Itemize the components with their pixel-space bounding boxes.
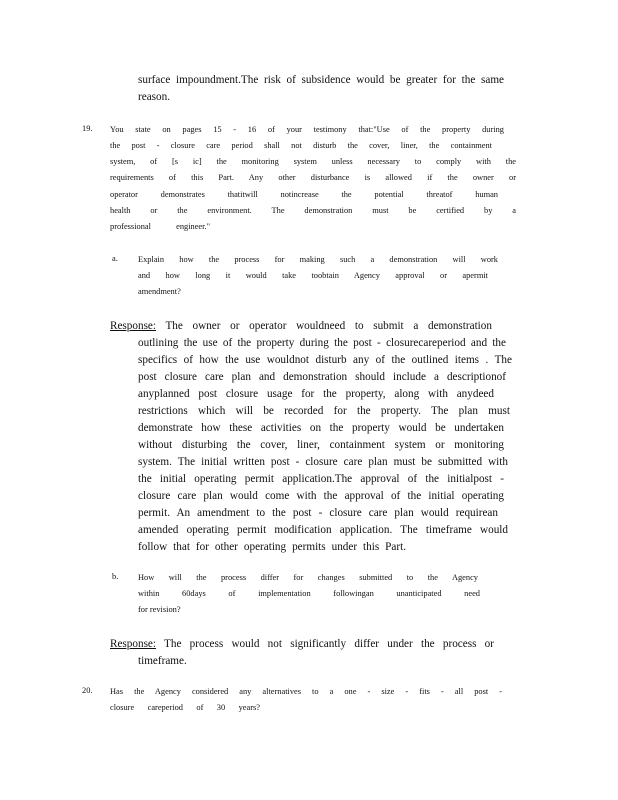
response-label: Response:	[110, 320, 156, 332]
response-text-line: demonstrate how these activities on the property would be undertaken	[138, 422, 504, 434]
question-text-line: the post - closure care period shall not disturb the cover, liner, the containment	[110, 141, 492, 150]
question-text-line: operator demonstrates thatitwill notincrease the potential threatof human	[110, 190, 498, 199]
question-text-line: system, of [s ic] the monitoring system unless necessary to comply with the	[110, 157, 516, 166]
question-text-line: requirements of this Part. Any other disturbance is allowed if the owner or	[110, 173, 516, 182]
question-text-line: Has the Agency considered any alternatives to a one - size - fits - all post -	[110, 687, 502, 696]
question-text-line: You state on pages 15 - 16 of your testimony that:"Use of the property during	[110, 125, 504, 134]
subquestion-letter: a.	[112, 254, 118, 263]
response-text: The owner or operator wouldneed to submit a demonstration	[165, 320, 492, 332]
response-text-line: amended operating permit modification application. The timeframe would	[138, 524, 508, 536]
response-text-line: the initial operating permit application.The approval of the initialpost -	[138, 473, 504, 485]
subquestion-text-line: How will the process differ for changes submitted to the Agency	[138, 573, 478, 582]
response-text-line: system. The initial written post - closure care plan must be submitted with	[138, 456, 508, 468]
body-text-line: surface impoundment.The risk of subsidence would be greater for the same	[138, 74, 504, 86]
response-text: The process would not significantly differ under the process or	[164, 638, 494, 650]
response-text-line: timeframe.	[138, 655, 187, 667]
question-text-line: health or the environment. The demonstration must be certified by a	[110, 206, 516, 215]
response-first-line	[110, 636, 494, 653]
subquestion-text-line: within 60days of implementation followingan unanticipated need	[138, 589, 480, 598]
response-label: Response:	[110, 638, 156, 650]
response-first-line	[110, 318, 492, 335]
subquestion-text-line: for revision?	[138, 605, 181, 614]
response-text-line: outlining the use of the property during the post - closurecareperiod and the	[138, 337, 506, 349]
subquestion-letter: b.	[112, 572, 119, 581]
response-text-line: anyplanned post closure usage for the property, along with anydeed	[138, 388, 494, 400]
response-text-line: post closure care plan and demonstration should include a descriptionof	[138, 371, 506, 383]
response-text-line: specifics of how the use wouldnot disturb any of the outlined items . The	[138, 354, 512, 366]
subquestion-text-line: amendment?	[138, 287, 181, 296]
question-text-line: professional engineer."	[110, 222, 210, 231]
body-text-line: reason.	[138, 91, 170, 103]
question-number: 19.	[82, 124, 93, 133]
question-number: 20.	[82, 686, 93, 695]
response-text-line: without disturbing the cover, liner, containment system or monitoring	[138, 439, 504, 451]
response-text-line: follow that for other operating permits under this Part.	[138, 541, 406, 553]
subquestion-text-line: Explain how the process for making such a demonstration will work	[138, 255, 498, 264]
response-text-line: permit. An amendment to the post - closure care plan would requirean	[138, 507, 498, 519]
response-text-line: restrictions which will be recorded for the property. The plan must	[138, 405, 510, 417]
question-text-line: closure careperiod of 30 years?	[110, 703, 260, 712]
response-text-line: closure care plan would come with the approval of the initial operating	[138, 490, 504, 502]
subquestion-text-line: and how long it would take toobtain Agency approval or apermit	[138, 271, 488, 280]
